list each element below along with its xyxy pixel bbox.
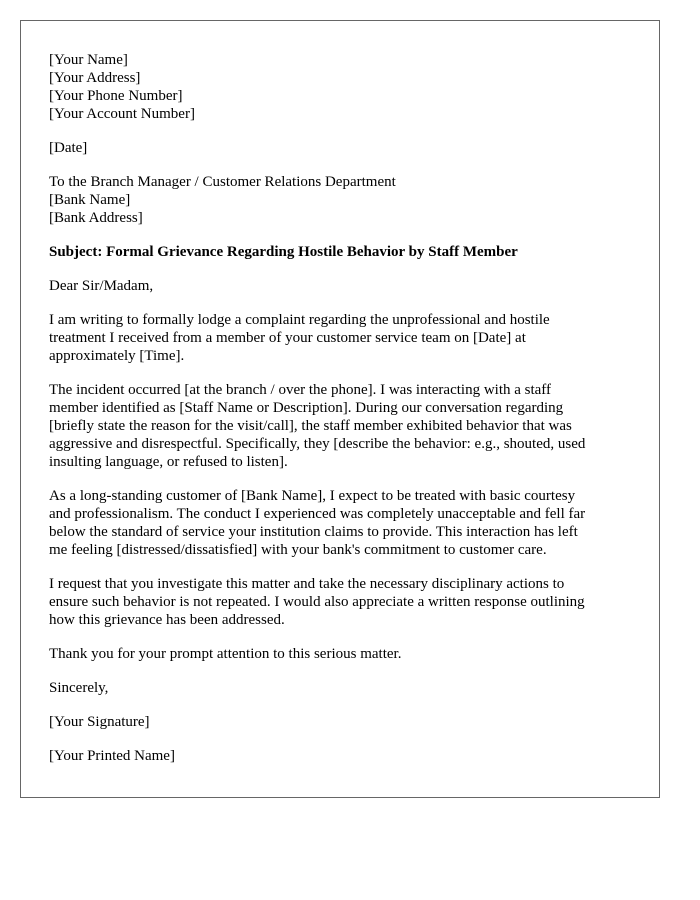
recipient-bank-address: [Bank Address] [49, 210, 143, 226]
closing: Sincerely, [49, 680, 109, 696]
paragraph-4 [49, 575, 639, 629]
recipient-bank-name: [Bank Name] [49, 192, 131, 208]
paragraph-line: and professionalism. The conduct I experienced was completely unacceptable and fell far [49, 506, 586, 522]
sender-block [49, 51, 639, 123]
paragraph-line: Thank you for your prompt attention to this serious matter. [49, 646, 402, 662]
subject-text: Subject: Formal Grievance Regarding Hostile Behavior by Staff Member [49, 244, 518, 260]
paragraph-line: me feeling [distressed/dissatisfied] with your bank's commitment to customer care. [49, 542, 547, 558]
paragraph-line: member identified as [Staff Name or Description]. During our conversation regarding [49, 400, 564, 416]
salutation-block [49, 277, 639, 295]
paragraph-line: [briefly state the reason for the visit/call], the staff member exhibited behavior that was [49, 418, 572, 434]
recipient-block [49, 173, 639, 227]
paragraph-line: aggressive and disrespectful. Specifically, they [describe the behavior: e.g., shouted, used [49, 436, 586, 452]
paragraph-line: The incident occurred [at the branch / over the phone]. I was interacting with a staff [49, 382, 552, 398]
date-block [49, 139, 639, 157]
recipient-title: To the Branch Manager / Customer Relations Department [49, 174, 396, 190]
printed-name: [Your Printed Name] [49, 748, 175, 764]
sender-phone: [Your Phone Number] [49, 88, 183, 104]
salutation: Dear Sir/Madam, [49, 278, 154, 294]
sender-account: [Your Account Number] [49, 106, 195, 122]
paragraph-line: insulting language, or refused to listen]. [49, 454, 288, 470]
letter-body [49, 51, 639, 781]
paragraph-5 [49, 645, 639, 663]
paragraph-line: how this grievance has been addressed. [49, 612, 285, 628]
paragraph-line: approximately [Time]. [49, 348, 185, 364]
paragraph-line: below the standard of service your institution claims to provide. This interaction has left [49, 524, 578, 540]
signature: [Your Signature] [49, 714, 150, 730]
subject-line [49, 243, 639, 261]
paragraph-1 [49, 311, 639, 365]
paragraph-2 [49, 381, 639, 471]
paragraph-line: As a long-standing customer of [Bank Name], I expect to be treated with basic courtesy [49, 488, 576, 504]
letter-date: [Date] [49, 140, 88, 156]
paragraph-line: treatment I received from a member of your customer service team on [Date] at [49, 330, 526, 346]
printed-name-block [49, 747, 639, 765]
paragraph-3 [49, 487, 639, 559]
signature-block [49, 713, 639, 731]
letter-page [20, 20, 660, 798]
paragraph-line: I am writing to formally lodge a complaint regarding the unprofessional and hostile [49, 312, 550, 328]
closing-block [49, 679, 639, 697]
paragraph-line: I request that you investigate this matter and take the necessary disciplinary actions to [49, 576, 565, 592]
paragraph-line: ensure such behavior is not repeated. I would also appreciate a written response outlining [49, 594, 585, 610]
sender-name: [Your Name] [49, 52, 128, 68]
sender-address: [Your Address] [49, 70, 141, 86]
